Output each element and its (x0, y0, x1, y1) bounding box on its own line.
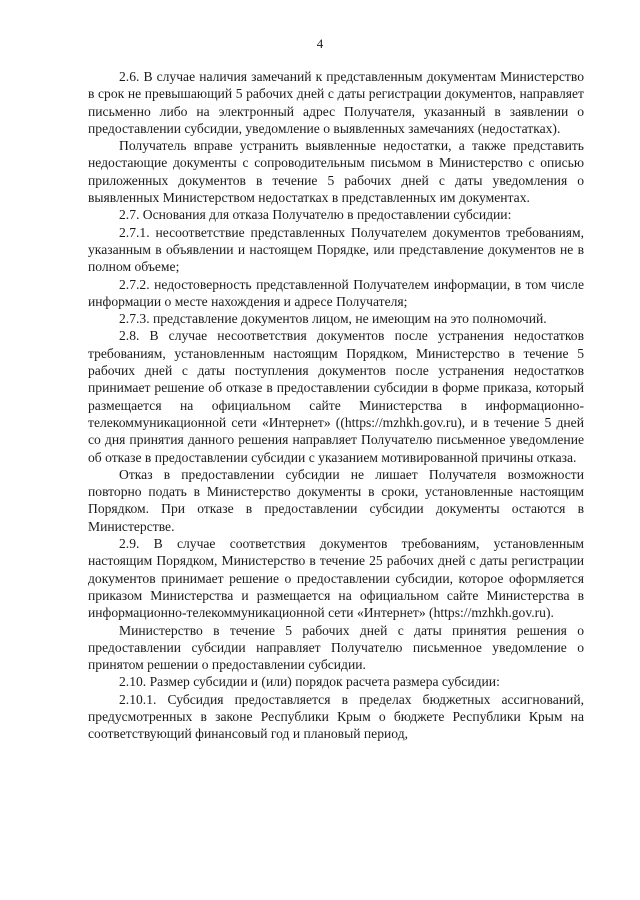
document-body (88, 68, 584, 743)
paragraph-2-6: 2.6. В случае наличия замечаний к представленным документам Министерство в срок не превышающий 5 рабочих дней с даты регистрации документов, направляет письменно либо на электронный адрес Получателя, указанный в заявлении о предоставлении субсидии, уведомление о выявленных замечаниях (недостатках). (88, 69, 584, 136)
page-number: 4 (316, 36, 324, 51)
paragraph-2-10: 2.10. Размер субсидии и (или) порядок расчета размера субсидии: (119, 674, 500, 690)
paragraph-2-7-1: 2.7.1. несоответствие представленных Получателем документов требованиям, указанным в объявлении и настоящем Порядке, или представление документов не в полном объеме; (88, 224, 584, 275)
paragraph-2-7-3: 2.7.3. представление документов лицом, не имеющим на это полномочий. (119, 311, 547, 327)
paragraph-2-6-cont: Получатель вправе устранить выявленные недостатки, а также представить недостающие документы с сопроводительным письмом в Министерство с описью приложенных документов в течение 5 рабочих дней с даты уведомления о выявленных Министерством недостатках в представленных им документах. (88, 138, 584, 206)
paragraph-2-7-2: 2.7.2. недостоверность представленной Получателем информации, в том числе информации о месте нахождения и адресе Получателя; (88, 276, 584, 309)
paragraph-2-9: 2.9. В случае соответствия документов требованиям, установленным настоящим Порядком, Министерство в течение 25 рабочих дней с даты регистрации документов принимает решение о предоставлении субсидии, которое оформляется приказом Министерства и размещается на официальном сайте Министерства в информационно-телекоммуникационной сети «Интернет» (https://mzhkh.gov.ru). (88, 536, 584, 621)
paragraph-2-8: 2.8. В случае несоответствия документов после устранения недостатков требованиям, установленным настоящим Порядком, Министерство в течение 5 рабочих дней с даты поступления документов после устранения недостатков принимает решение об отказе в предоставлении субсидии в форме приказа, который размещается на официальном сайте Министерства в информационно-телекоммуникационной сети «Интернет» ((https://mzhkh.gov.ru), и в течение 5 дней со дня принятия данного решения направляет Получателю письменное уведомление об отказе в предоставлении субсидии с указанием мотивированной причины отказа. (88, 328, 584, 465)
paragraph-2-10-1: 2.10.1. Субсидия предоставляется в пределах бюджетных ассигнований, предусмотренных в законе Республики Крым о бюджете Республики Крым на соответствующий финансовый год и плановый период, (88, 691, 584, 742)
paragraph-2-7: 2.7. Основания для отказа Получателю в предоставлении субсидии: (119, 207, 512, 223)
paragraph-2-9-cont: Министерство в течение 5 рабочих дней с даты принятия решения о предоставлении субсидии направляет Получателю письменное уведомление о принятом решении о предоставлении субсидии. (88, 622, 584, 673)
paragraph-2-8-cont: Отказ в предоставлении субсидии не лишает Получателя возможности повторно подать в Министерство документы в сроки, установленные настоящим Порядком. При отказе в предоставлении субсидии документы остаются в Министерстве. (88, 466, 584, 534)
